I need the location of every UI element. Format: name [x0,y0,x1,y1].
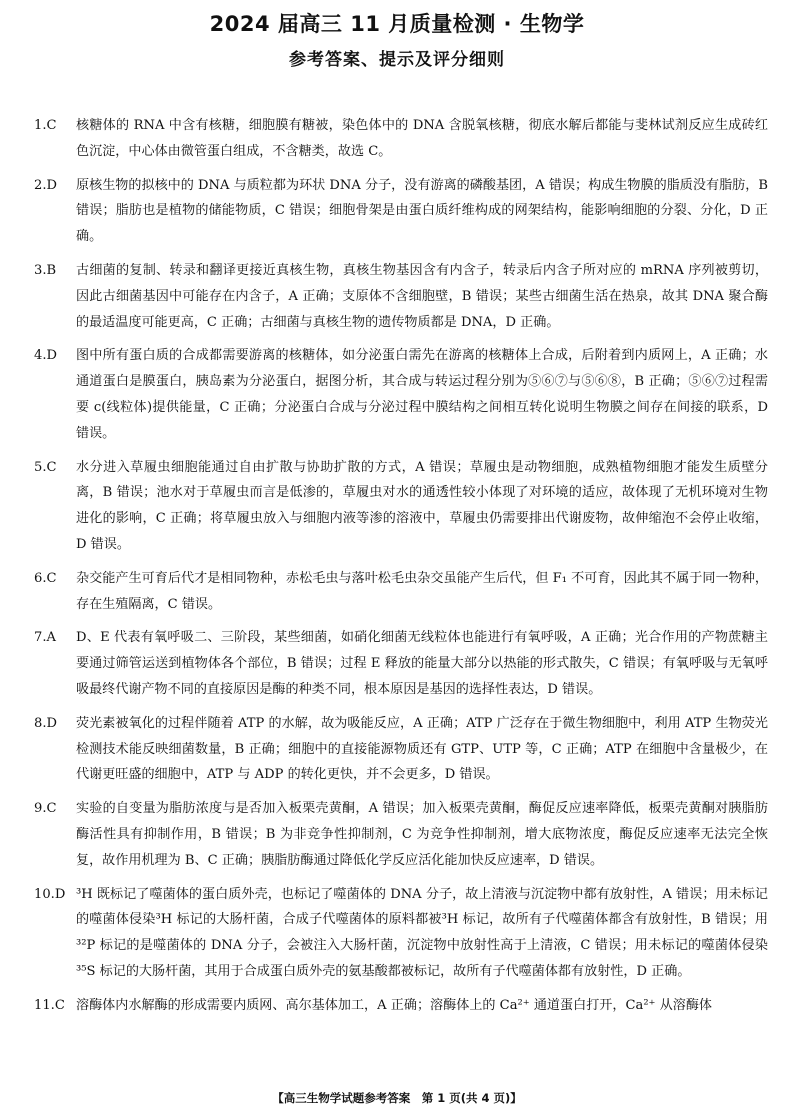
answer-text: 实验的自变量为脂肪浓度与是否加入板栗壳黄酮，A 错误；加入板栗壳黄酮，酶促反应速率降低，板栗壳黄酮对胰脂肪酶活性具有抑制作用，B 错误；B 为非竞争性抑制剂，C 为竞争性抑制剂，增大底物浓度，酶促反应速率无法完全恢复，故作用机理为 B、C 正确；胰脂肪酶通过降低化学反应活化能加快反应速率，D 错误。 [76,801,768,868]
answer-text: 溶酶体内水解酶的形成需要内质网、高尔基体加工，A 正确；溶酶体上的 Ca²⁺ 通道蛋白打开，Ca²⁺ 从溶酶体 [76,997,713,1013]
answer-number: 7.A [34,630,56,646]
answer-item [34,993,768,1019]
answer-item [34,711,768,788]
answer-text: 水分进入草履虫细胞能通过自由扩散与协助扩散的方式，A 错误；草履虫是动物细胞，成熟植物细胞才能发生质壁分离，B 错误；池水对于草履虫而言是低渗的，草履虫对水的通透性较小体现了对环境的适应，故体现了无机环境对生物进化的影响，C 正确；将草履虫放入与细胞内液等渗的溶液中，草履虫仍需要排出代谢废物，故伸缩泡不会停止收缩，D 错误。 [76,459,768,552]
answer-item [34,625,768,702]
answer-number: 6.C [34,570,57,586]
answer-text: 古细菌的复制、转录和翻译更接近真核生物，真核生物基因含有内含子，转录后内含子所对应的 mRNA 序列被剪切，因此古细菌基因中可能存在内含子，A 正确；支原体不含细胞壁，B 错误；某些古细菌生活在热泉，故其 DNA 聚合酶的最适温度可能更高，C 正确；古细菌与真核生物的遗传物质都是 DNA，D 正确。 [76,262,768,330]
answer-number: 8.D [34,715,57,731]
answer-number: 4.D [34,348,57,364]
answer-number: 10.D [34,886,66,902]
page-subtitle: 参考答案、提示及评分细则 [289,50,505,70]
answer-text: D、E 代表有氧呼吸二、三阶段，某些细菌，如硝化细菌无线粒体也能进行有氧呼吸，A 正确；光合作用的产物蔗糖主要通过筛管运送到植物体各个部位，B 错误；过程 E 释放的能量大部分以热能的形式散失，C 错误；有氧呼吸与无氧呼吸最终代谢产物不同的直接原因是酶的种类不同，根本原因是基因的选择性表达，D 错误。 [76,630,768,697]
answer-text: 杂交能产生可育后代才是相同物种，赤松毛虫与落叶松毛虫杂交虽能产生后代，但 F₁ 不可育，因此其不属于同一物种，存在生殖隔离，C 错误。 [76,570,768,612]
answer-text: ³H 既标记了噬菌体的蛋白质外壳，也标记了噬菌体的 DNA 分子，故上清液与沉淀物中都有放射性，A 错误；用未标记的噬菌体侵染³H 标记的大肠杆菌，合成子代噬菌体的原料都被³H 标记，故所有子代噬菌体都含有放射性，B 错误；用³²P 标记的是噬菌体的 DNA 分子，会被注入大肠杆菌，沉淀物中放射性高于上清液，C 错误；用未标记的噬菌体侵染³⁵S 标记的大肠杆菌，其用于合成蛋白质外壳的氨基酸都被标记，故所有子代噬菌体都有放射性，D 正确。 [76,886,768,979]
answer-number: 5.C [34,459,57,475]
answer-text: 核糖体的 RNA 中含有核糖，细胞膜有糖被，染色体中的 DNA 含脱氧核糖，彻底水解后都能与斐林试剂反应生成砖红色沉淀，中心体由微管蛋白组成，不含糖类，故选 C。 [76,118,768,159]
page-title: 2024 届高三 11 月质量检测 · 生物学 [209,12,585,36]
answer-text: 图中所有蛋白质的合成都需要游离的核糖体，如分泌蛋白需先在游离的核糖体上合成，后附着到内质网上，A 正确；水通道蛋白是膜蛋白，胰岛素为分泌蛋白，据图分析，其合成与转运过程分别为⑤⑥⑦与⑤⑥⑧，B 正确；⑤⑥⑦过程需要 c(线粒体)提供能量，C 正确；分泌蛋白合成与分泌过程中膜结构之间相互转化说明生物膜之间存在间接的联系，D 错误。 [76,348,768,441]
answer-item [34,113,768,165]
answer-number: 11.C [34,997,65,1013]
answer-list [34,113,768,1027]
answer-item [34,566,768,618]
answer-item [34,882,768,985]
answer-number: 9.C [34,801,57,817]
answer-number: 1.C [34,118,57,133]
answer-item [34,258,768,335]
answer-item [34,796,768,873]
answer-item [34,173,768,250]
answer-item [34,455,768,558]
answer-item [34,343,768,446]
answer-text: 荧光素被氧化的过程伴随着 ATP 的水解，故为吸能反应，A 正确；ATP 广泛存在于微生物细胞中，利用 ATP 生物荧光检测技术能反映细菌数量，B 正确；细胞中的直接能源物质还有 GTP、UTP 等，C 正确；ATP 在细胞中含量极少，在代谢更旺盛的细胞中，ATP 与 ADP 的转化更快，并不会更多，D 错误。 [76,715,768,783]
answer-text: 原核生物的拟核中的 DNA 与质粒都为环状 DNA 分子，没有游离的磷酸基团，A 错误；构成生物膜的脂质没有脂肪，B 错误；脂肪也是植物的储能物质，C 错误；细胞骨架是由蛋白质纤维构成的网架结构，能影响细胞的分裂、分化，D 正确。 [76,177,768,245]
page-footer: 【高三生物学试题参考答案 第 1 页(共 4 页)】 [272,1091,522,1105]
answer-number: 2.D [34,177,57,193]
answer-number: 3.B [34,262,57,278]
